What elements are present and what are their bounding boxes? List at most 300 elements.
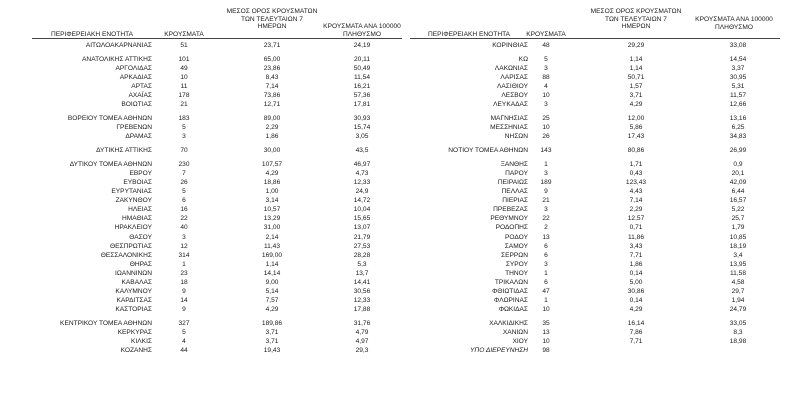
region-name-cell: ΧΑΝΙΩΝ [502,329,528,337]
per100k-cell: 16,21 [353,83,371,91]
cases-cell: 5 [182,329,186,337]
cases-cell: 10 [542,306,550,314]
avg7-cell: 3,71 [265,338,279,346]
table-row [410,187,780,196]
avg7-cell: 3,71 [629,92,643,100]
table-row [32,296,402,305]
cases-cell: 2 [544,224,548,232]
avg7-cell: 4,29 [629,306,643,314]
header-cases: ΚΡΟΥΣΜΑΤΑ [164,30,204,38]
header-region: ΠΕΡΙΦΕΡΕΙΑΚΗ ΕΝΟΤΗΤΑ [427,30,511,38]
region-name-cell: ΧΑΛΚΙΔΙΚΗΣ [489,320,528,328]
region-name-cell: ΔΥΤΙΚΟΥ ΤΟΜΕΑ ΑΘΗΝΩΝ [69,160,152,168]
cases-cell: 3 [544,169,548,177]
per100k-cell: 30,95 [729,73,747,81]
per100k-cell: 5,22 [731,206,745,214]
table-row [32,169,402,178]
region-name-cell: ΛΕΣΒΟΥ [501,92,528,100]
per100k-cell: 6,25 [731,124,745,132]
avg7-cell: 5,00 [629,279,643,286]
avg7-cell: 18,86 [263,178,281,186]
per100k-cell: 46,97 [353,160,371,168]
table-row [32,64,402,73]
table-row [32,233,402,242]
table-row [32,41,402,50]
table-row [32,196,402,205]
region-name-cell: ΦΛΩΡΙΝΑΣ [493,297,528,305]
cases-cell: 22 [542,215,550,223]
per100k-cell: 20,11 [353,55,370,63]
cases-cell: 18 [180,279,188,286]
avg7-cell: 1,14 [629,55,643,63]
table-row [410,91,780,100]
cases-cell: 327 [178,320,190,328]
region-name-cell: ΠΕΙΡΑΙΩΣ [497,178,528,186]
left-table [32,8,402,355]
per100k-cell: 43,5 [355,147,369,154]
region-name-cell: ΘΕΣΣΑΛΟΝΙΚΗΣ [100,251,152,259]
avg7-cell: 3,71 [265,329,279,337]
per100k-cell: 4,58 [731,279,745,286]
table-row [32,223,402,232]
region-name-cell: ΑΧΑΪΑΣ [128,92,152,100]
table-row [32,328,402,337]
cases-cell: 98 [542,347,550,355]
region-name-cell: ΡΟΔΟΠΗΣ [495,224,528,232]
avg7-cell: 0,71 [629,224,643,232]
table-row [410,160,780,169]
avg7-cell: 73,86 [263,92,281,100]
avg7-cell: 7,57 [265,297,279,305]
right-table-body [410,41,780,355]
cases-cell: 35 [542,320,550,328]
per100k-cell: 3,37 [731,64,745,72]
per100k-cell: 15,74 [353,124,371,132]
region-name-cell: ΚΙΛΚΙΣ [131,338,152,346]
region-name-cell: ΘΑΣΟΥ [129,233,152,241]
avg7-cell: 5,86 [629,124,643,132]
region-name-cell: ΜΑΓΝΗΣΙΑΣ [490,115,528,123]
table-row [32,132,402,141]
cases-cell: 10 [180,73,188,81]
cases-cell: 88 [542,73,550,81]
per100k-cell: 12,33 [353,297,371,305]
region-name-cell: ΖΑΚΥΝΘΟΥ [115,197,152,205]
cases-cell: 49 [180,64,188,72]
region-name-cell: ΘΕΣΠΡΩΤΙΑΣ [109,242,152,250]
per100k-cell: 30,56 [353,288,371,296]
table-row [32,55,402,64]
cases-cell: 6 [182,197,186,205]
header-avg7: ΜΕΣΟΣ ΟΡΟΣ ΚΡΟΥΣΜΑΤΩΝ ΤΩΝ ΤΕΛΕΥΤΑΙΩΝ 7 ΗΜΕΡΩΝ [226,8,318,30]
table-row [410,114,780,123]
region-name-cell: ΚΑΛΥΜΝΟΥ [115,288,152,296]
region-name-cell: ΞΑΝΘΗΣ [500,160,528,168]
region-name-cell: ΛΑΣΙΘΙΟΥ [497,83,528,91]
cases-cell: 9 [182,288,186,296]
per100k-cell: 11,57 [729,92,746,100]
table-row [32,91,402,100]
region-name-cell: ΕΒΡΟΥ [129,169,152,177]
cases-cell: 1 [544,269,548,277]
region-name-cell: ΥΠΟ ΔΙΕΡΕΥΝΗΣΗ [470,347,528,355]
per100k-cell: 42,09 [729,178,747,186]
header-cases: ΚΡΟΥΣΜΑΤΑ [526,30,566,38]
avg7-cell: 12,00 [627,115,645,123]
avg7-cell: 7,86 [629,329,643,337]
avg7-cell: 9,00 [265,279,279,286]
per100k-cell: 0,9 [733,160,743,168]
table-row [32,73,402,82]
table-row [410,251,780,260]
region-name-cell: ΗΡΑΚΛΕΙΟΥ [114,224,152,232]
per100k-cell: 11,54 [353,73,370,81]
cases-cell: 5 [182,188,186,196]
region-name-cell: ΡΕΘΥΜΝΟΥ [490,215,528,223]
avg7-cell: 65,00 [263,55,281,63]
left-table-header [32,8,402,38]
region-name-cell: ΚΑΒΑΛΑΣ [121,279,152,286]
cases-cell: 5 [182,124,186,132]
region-name-cell: ΑΙΤΩΛΟΑΚΑΡΝΑΝΙΑΣ [85,42,152,49]
avg7-cell: 7,71 [629,251,643,259]
cases-cell: 189 [540,178,552,186]
cases-cell: 3 [544,64,548,72]
cases-cell: 25 [542,115,550,123]
cases-cell: 51 [180,42,188,49]
per100k-cell: 13,16 [729,115,747,123]
per100k-cell: 29,7 [731,288,745,296]
region-name-cell: ΦΩΚΙΔΑΣ [498,306,528,314]
avg7-cell: 0,14 [629,269,643,277]
avg7-cell: 2,14 [265,233,279,241]
cases-cell: 11 [180,83,188,91]
left-table-body [32,41,402,355]
region-name-cell: ΜΕΣΣΗΝΙΑΣ [490,124,528,132]
per100k-cell: 33,08 [729,42,747,49]
avg7-cell: 30,00 [263,147,281,154]
avg7-cell: 4,29 [265,306,279,314]
region-name-cell: ΚΑΡΔΙΤΣΑΣ [116,297,152,305]
table-row [410,233,780,242]
per100k-cell: 20,1 [731,169,745,177]
table-row [410,305,780,314]
region-name-cell: ΔΡΑΜΑΣ [125,133,152,141]
cases-cell: 3 [544,260,548,268]
table-row [32,287,402,296]
per100k-cell: 12,33 [353,178,371,186]
region-name-cell: ΤΡΙΚΑΛΩΝ [494,279,528,286]
header-region: ΠΕΡΙΦΕΡΕΙΑΚΗ ΕΝΟΤΗΤΑ [50,30,134,38]
table-row [410,123,780,132]
avg7-cell: 1,86 [629,260,643,268]
per100k-cell: 31,76 [353,320,371,328]
per100k-cell: 24,19 [353,42,371,49]
region-name-cell: ΝΟΤΙΟΥ ΤΟΜΕΑ ΑΘΗΝΩΝ [448,147,528,154]
per100k-cell: 4,79 [355,329,369,337]
region-name-cell: ΣΑΜΟΥ [504,242,528,250]
table-row [410,73,780,82]
avg7-cell: 17,43 [627,133,645,141]
region-name-cell: ΗΜΑΘΙΑΣ [122,215,152,223]
avg7-cell: 23,86 [263,64,281,72]
region-name-cell: ΙΩΑΝΝΙΝΩΝ [115,269,152,277]
table-row [410,41,780,50]
region-name-cell: ΠΡΕΒΕΖΑΣ [493,206,528,214]
region-name-cell: ΒΟΙΩΤΙΑΣ [121,101,152,109]
avg7-cell: 4,29 [629,101,643,109]
cases-cell: 3 [182,233,186,241]
table-row [410,337,780,346]
cases-cell: 47 [542,288,550,296]
cases-cell: 3 [544,101,548,109]
cases-cell: 10 [542,124,550,132]
region-name-cell: ΚΩ [518,55,528,63]
avg7-cell: 12,71 [263,101,281,109]
per100k-cell: 29,3 [355,347,369,355]
table-row [410,55,780,64]
cases-cell: 314 [178,251,190,259]
avg7-cell: 8,43 [265,73,279,81]
avg7-cell: 7,14 [629,197,643,205]
per100k-cell: 1,79 [731,224,745,232]
right-header-rule [410,38,780,39]
table-row [32,260,402,269]
avg7-cell: 30,86 [627,288,645,296]
cases-cell: 26 [542,133,550,141]
region-name-cell: ΡΟΔΟΥ [505,233,528,241]
right-table [410,8,780,355]
region-name-cell: ΚΟΡΙΝΘΙΑΣ [492,42,528,49]
cases-cell: 13 [542,329,550,337]
per100k-cell: 50,49 [353,64,371,72]
per100k-cell: 21,79 [353,233,371,241]
cases-cell: 10 [542,92,550,100]
avg7-cell: 14,14 [263,269,281,277]
per100k-cell: 33,05 [729,320,747,328]
avg7-cell: 1,86 [265,133,279,141]
table-row [410,260,780,269]
region-name-cell: ΣΥΡΟΥ [505,260,528,268]
avg7-cell: 11,43 [263,242,280,250]
cases-cell: 1 [544,297,548,305]
avg7-cell: 12,57 [627,215,645,223]
region-name-cell: ΛΑΡΙΣΑΣ [500,73,528,81]
avg7-cell: 169,00 [261,251,283,259]
header-per100k: ΚΡΟΥΣΜΑΤΑ ΑΝΑ 100000 ΠΛΗΘΥΣΜΟ [323,23,401,38]
avg7-cell: 1,14 [265,260,279,268]
table-row [32,242,402,251]
cases-cell: 6 [544,242,548,250]
avg7-cell: 3,43 [629,242,643,250]
cases-cell: 5 [544,55,548,63]
per100k-cell: 3,05 [355,133,369,141]
avg7-cell: 1,57 [629,83,643,91]
per100k-cell: 4,73 [355,169,369,177]
per100k-cell: 11,58 [729,269,746,277]
table-row [32,269,402,278]
table-row [32,160,402,169]
table-row [410,169,780,178]
avg7-cell: 123,43 [625,178,647,186]
table-row [410,328,780,337]
table-row [410,223,780,232]
table-row [410,100,780,109]
table-row [410,269,780,278]
cases-cell: 48 [542,42,550,49]
per100k-cell: 13,95 [729,260,747,268]
cases-cell: 143 [540,147,552,154]
table-row [410,132,780,141]
table-row [410,178,780,187]
per100k-cell: 15,65 [353,215,371,223]
avg7-cell: 23,71 [263,42,281,49]
table-row [32,82,402,91]
table-row [32,305,402,314]
per100k-cell: 24,9 [355,188,369,196]
cases-cell: 44 [180,347,188,355]
per100k-cell: 8,3 [733,329,743,337]
region-name-cell: ΕΥΒΟΙΑΣ [123,178,152,186]
cases-cell: 4 [182,338,186,346]
avg7-cell: 80,86 [627,147,645,154]
avg7-cell: 16,14 [627,320,645,328]
table-row [410,205,780,214]
avg7-cell: 50,71 [627,73,645,81]
avg7-cell: 4,29 [265,169,279,177]
table-row [32,100,402,109]
region-name-cell: ΠΑΡΟΥ [505,169,528,177]
avg7-cell: 3,14 [265,197,279,205]
cases-cell: 16 [180,206,188,214]
avg7-cell: 2,29 [629,206,643,214]
cases-cell: 14 [180,297,188,305]
cases-cell: 10 [542,338,550,346]
table-row [32,346,402,355]
table-row [32,278,402,287]
per100k-cell: 13,07 [353,224,371,232]
table-row [410,319,780,328]
per100k-cell: 17,88 [353,306,371,314]
avg7-cell: 189,86 [261,320,283,328]
per100k-cell: 18,19 [729,242,747,250]
avg7-cell: 4,43 [629,188,643,196]
per100k-cell: 3,4 [733,251,743,259]
avg7-cell: 19,43 [263,347,281,355]
avg7-cell: 1,14 [629,64,643,72]
per100k-cell: 26,99 [729,147,747,154]
region-name-cell: ΓΡΕΒΕΝΩΝ [116,124,152,132]
region-name-cell: ΚΕΡΚΥΡΑΣ [117,329,152,337]
cases-cell: 1 [182,260,186,268]
table-row [410,278,780,287]
cases-cell: 40 [180,224,188,232]
region-name-cell: ΧΙΟΥ [512,338,528,346]
region-name-cell: ΤΗΝΟΥ [505,269,528,277]
table-row [32,187,402,196]
region-name-cell: ΚΟΖΑΝΗΣ [120,347,152,355]
region-name-cell: ΑΡΓΟΛΙΔΑΣ [115,64,152,72]
table-row [32,205,402,214]
per100k-cell: 14,54 [729,55,747,63]
cases-cell: 178 [178,92,190,100]
cases-cell: 7 [182,169,186,177]
region-name-cell: ΛΑΚΩΝΙΑΣ [494,64,528,72]
table-row [410,146,780,155]
avg7-cell: 1,00 [265,188,279,196]
per100k-cell: 18,98 [729,338,747,346]
per100k-cell: 28,28 [353,251,371,259]
right-table-header [410,8,780,38]
cases-cell: 70 [180,147,188,154]
header-per100k: ΚΡΟΥΣΜΑΤΑ ΑΝΑ 100000 ΠΛΗΘΥΣΜΟ [695,16,773,31]
cases-cell: 9 [182,306,186,314]
avg7-cell: 29,29 [627,42,645,49]
table-row [410,64,780,73]
avg7-cell: 0,43 [629,169,643,177]
region-name-cell: ΝΗΣΩΝ [504,133,528,141]
table-row [410,346,780,355]
avg7-cell: 89,00 [263,115,281,123]
avg7-cell: 7,71 [629,338,643,346]
avg7-cell: 31,00 [263,224,281,232]
avg7-cell: 107,57 [261,160,283,168]
region-name-cell: ΦΘΙΩΤΙΔΑΣ [492,288,528,296]
region-name-cell: ΘΗΡΑΣ [129,260,152,268]
region-name-cell: ΣΕΡΡΩΝ [501,251,528,259]
cases-cell: 22 [180,215,188,223]
region-name-cell: ΒΟΡΕΙΟΥ ΤΟΜΕΑ ΑΘΗΝΩΝ [67,115,152,123]
cases-cell: 230 [178,160,190,168]
per100k-cell: 17,81 [353,101,371,109]
region-name-cell: ΛΕΥΚΑΔΑΣ [493,101,528,109]
header-avg7: ΜΕΣΟΣ ΟΡΟΣ ΚΡΟΥΣΜΑΤΩΝ ΤΩΝ ΤΕΛΕΥΤΑΙΩΝ 7 ΗΜΕΡΩΝ [590,8,682,30]
per100k-cell: 14,72 [353,197,371,205]
cases-cell: 23 [180,269,188,277]
per100k-cell: 5,3 [357,260,367,268]
per100k-cell: 12,66 [729,101,747,109]
avg7-cell: 1,71 [629,160,643,168]
table-row [410,242,780,251]
per100k-cell: 27,53 [353,242,371,250]
per100k-cell: 25,7 [731,215,745,223]
cases-cell: 3 [544,206,548,214]
table-row [32,146,402,155]
cases-cell: 9 [544,188,548,196]
per100k-cell: 57,36 [353,92,371,100]
table-row [410,296,780,305]
cases-cell: 26 [180,178,188,186]
avg7-cell: 11,86 [627,233,644,241]
cases-cell: 3 [182,133,186,141]
cases-cell: 183 [178,115,190,123]
table-row [32,337,402,346]
table-row [32,251,402,260]
per100k-cell: 30,93 [353,115,371,123]
table-row [32,214,402,223]
table-row [32,114,402,123]
cases-cell: 21 [180,101,188,109]
cases-cell: 4 [544,83,548,91]
region-name-cell: ΠΙΕΡΙΑΣ [502,197,528,205]
cases-cell: 13 [542,233,550,241]
avg7-cell: 13,29 [263,215,281,223]
per100k-cell: 6,44 [731,188,745,196]
table-row [32,178,402,187]
avg7-cell: 5,14 [265,288,279,296]
cases-cell: 6 [544,279,548,286]
per100k-cell: 5,31 [731,83,745,91]
